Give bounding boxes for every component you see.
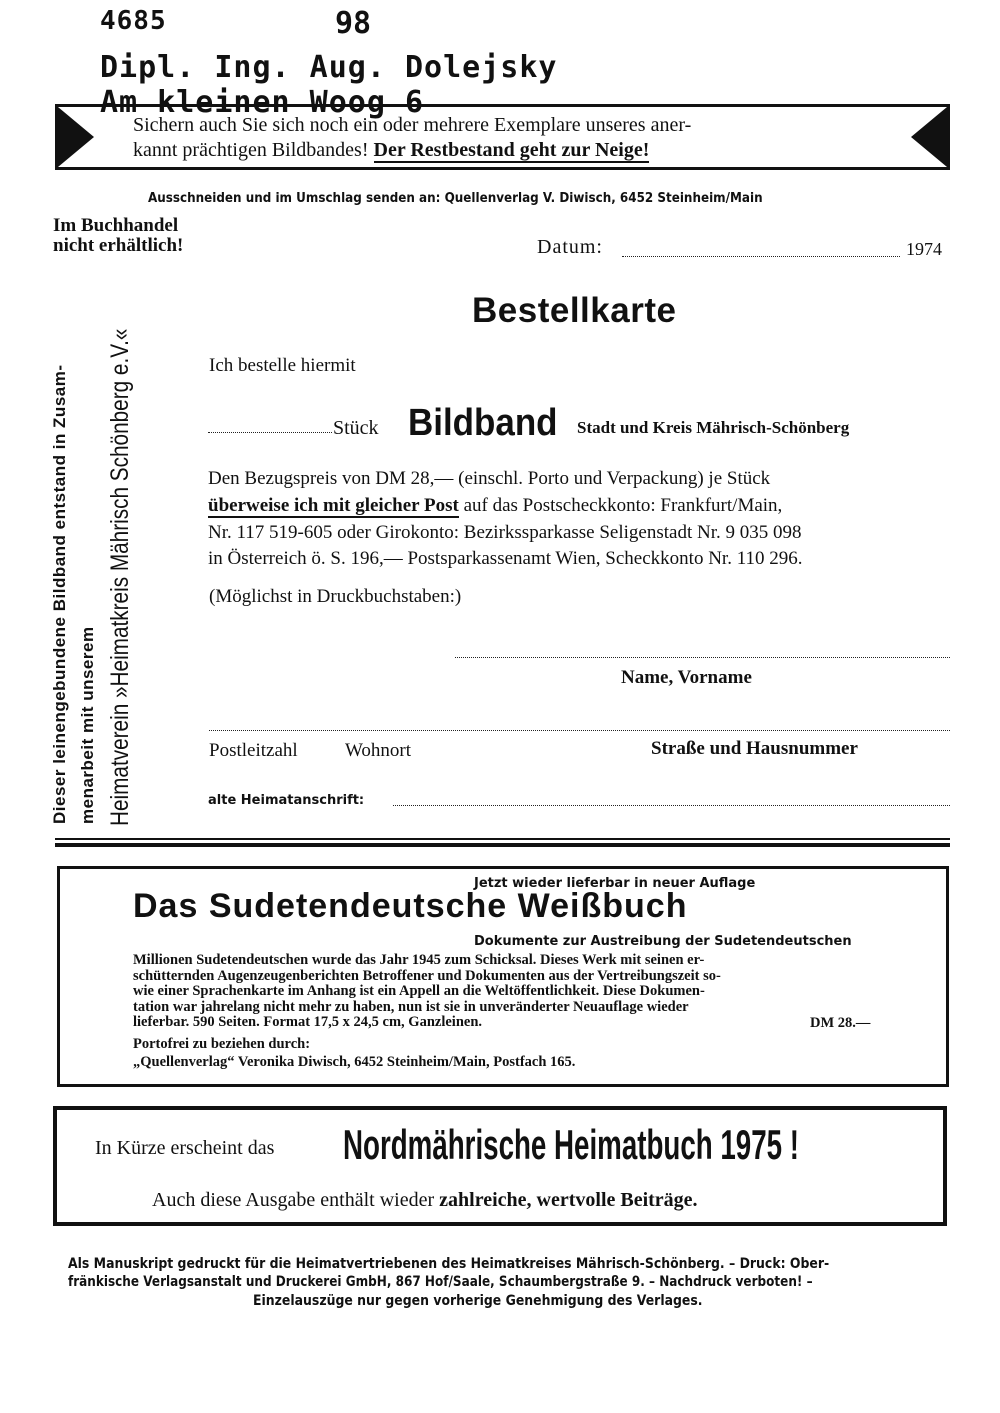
weissbuch-kicker: Jetzt wieder lieferbar in neuer Auflage <box>474 876 756 891</box>
banner-line-2-start: kannt prächtigen Bildbandes! <box>133 139 369 161</box>
name-label: Name, Vorname <box>621 667 752 688</box>
date-label: Datum: <box>537 236 603 258</box>
heimatbuch-line-2-start: Auch diese Ausgabe enthält wieder <box>152 1189 435 1211</box>
banner-line-2-bold: Der Restbestand geht zur Neige! <box>373 139 650 161</box>
date-year: 1974 <box>906 239 942 259</box>
stamp-street: Am kleinen Woog 6 <box>100 85 425 120</box>
order-text: Ich bestelle hiermit <box>209 355 356 376</box>
footer-line-2: fränkische Verlagsanstalt und Druckerei GmbH, 867 Hof/Saale, Schaumbergstraße 9. – Nachdruck verboten! – <box>68 1274 813 1290</box>
right-arrow-icon <box>911 107 947 167</box>
heimatbuch-intro: In Kürze erscheint das <box>95 1137 275 1159</box>
stamp-number: 4685 <box>100 6 167 36</box>
price-line-4: in Österreich ö. S. 196,— Postsparkassenamt Wien, Scheckkonto Nr. 110 296. <box>208 548 803 569</box>
weissbuch-publisher: „Quellenverlag“ Veronika Diwisch, 6452 Steinheim/Main, Postfach 165. <box>133 1054 576 1070</box>
price-line-2-bold: überweise ich mit gleicher Post <box>208 495 459 516</box>
not-in-trade-1: Im Buchhandel <box>53 215 179 236</box>
city-label: Wohnort <box>345 740 412 761</box>
heimatbuch-line-2 <box>152 1189 698 1212</box>
side-text-2: Heimatverein »Heimatkreis Mährisch Schönberg e.V.« <box>106 328 134 826</box>
street-label: Straße und Hausnummer <box>651 738 858 759</box>
order-card-title: Bestellkarte <box>472 291 677 330</box>
weissbuch-body-line: lieferbar. 590 Seiten. Format 17,5 x 24,5 cm, Ganzleinen. <box>133 1014 483 1030</box>
weissbuch-subtitle: Dokumente zur Austreibung der Sudetendeutschen <box>474 934 852 949</box>
date-field[interactable] <box>622 256 900 257</box>
weissbuch-body-line: wie einer Sprachenkarte im Anhang ist ein Appell an die Weltöffentlichkeit. Diese Dokumen- <box>133 983 705 999</box>
left-arrow-icon <box>58 107 94 167</box>
send-to-instruction: Ausschneiden und im Umschlag senden an: Quellenverlag V. Diwisch, 6452 Steinheim/Main <box>148 191 763 206</box>
price-line-2 <box>208 495 782 517</box>
side-text-1a: Dieser leinengebundene Bildband entstand in Zusam- <box>50 364 69 824</box>
weissbuch-postage: Portofrei zu beziehen durch: <box>133 1036 311 1052</box>
weissbuch-body-line: Millionen Sudetendeutschen wurde das Jahr 1945 zum Schicksal. Dieses Werk mit seinen er- <box>133 952 705 968</box>
weissbuch-body <box>133 953 721 1031</box>
name-field[interactable] <box>455 657 950 658</box>
old-address-label: alte Heimatanschrift: <box>208 793 365 808</box>
weissbuch-title: Das Sudetendeutsche Weißbuch <box>133 887 688 925</box>
footer-line-1: Als Manuskript gedruckt für die Heimatvertriebenen des Heimatkreises Mährisch-Schönberg. – Druck: Ober- <box>68 1256 830 1272</box>
separator-thin <box>55 838 950 840</box>
stamp-name: Dipl. Ing. Aug. Dolejsky <box>100 50 558 85</box>
price-line-3: Nr. 117 519-605 oder Girokonto: Bezirkssparkasse Seligenstadt Nr. 9 035 098 <box>208 522 802 543</box>
price-line-1: Den Bezugspreis von DM 28,— (einschl. Porto und Verpackung) je Stück <box>208 468 771 489</box>
heimatbuch-line-2-bold: zahlreiche, wertvolle Beiträge. <box>439 1189 698 1211</box>
weissbuch-price: DM 28.— <box>810 1015 871 1031</box>
product-subtitle: Stadt und Kreis Mährisch-Schönberg <box>577 418 850 437</box>
weissbuch-body-line: schütternden Augenzeugenberichten Betroffener und Dokumenten aus der Vertreibungszeit so- <box>133 967 721 984</box>
side-text-1b: menarbeit mit unserem <box>78 626 97 824</box>
piece-label: Stück <box>333 417 379 439</box>
weissbuch-body-line: tation war jahrelang nicht mehr zu haben, nun ist sie in unveränderter Neuauflage wieder <box>133 998 689 1015</box>
page-number: 98 <box>335 6 372 41</box>
heimatbuch-title: Nordmährische Heimatbuch 1975 ! <box>343 1121 799 1168</box>
block-letters-note: (Möglichst in Druckbuchstaben:) <box>209 586 462 607</box>
product-name: Bildband <box>408 402 558 444</box>
footer-line-3: Einzelauszüge nur gegen vorherige Genehmigung des Verlages. <box>253 1293 703 1309</box>
not-in-trade-2: nicht erhältlich! <box>53 235 184 256</box>
banner-line-1: Sichern auch Sie sich noch ein oder mehrere Exemplare unseres aner- <box>133 114 692 136</box>
price-line-2-rest: auf das Postscheckkonto: Frankfurt/Main, <box>463 495 783 516</box>
banner-line-2 <box>133 139 649 162</box>
old-address-field[interactable] <box>393 805 950 806</box>
quantity-field[interactable] <box>208 432 332 433</box>
separator-thick <box>55 843 950 847</box>
address-field[interactable] <box>209 730 950 731</box>
zip-label: Postleitzahl <box>209 740 298 761</box>
